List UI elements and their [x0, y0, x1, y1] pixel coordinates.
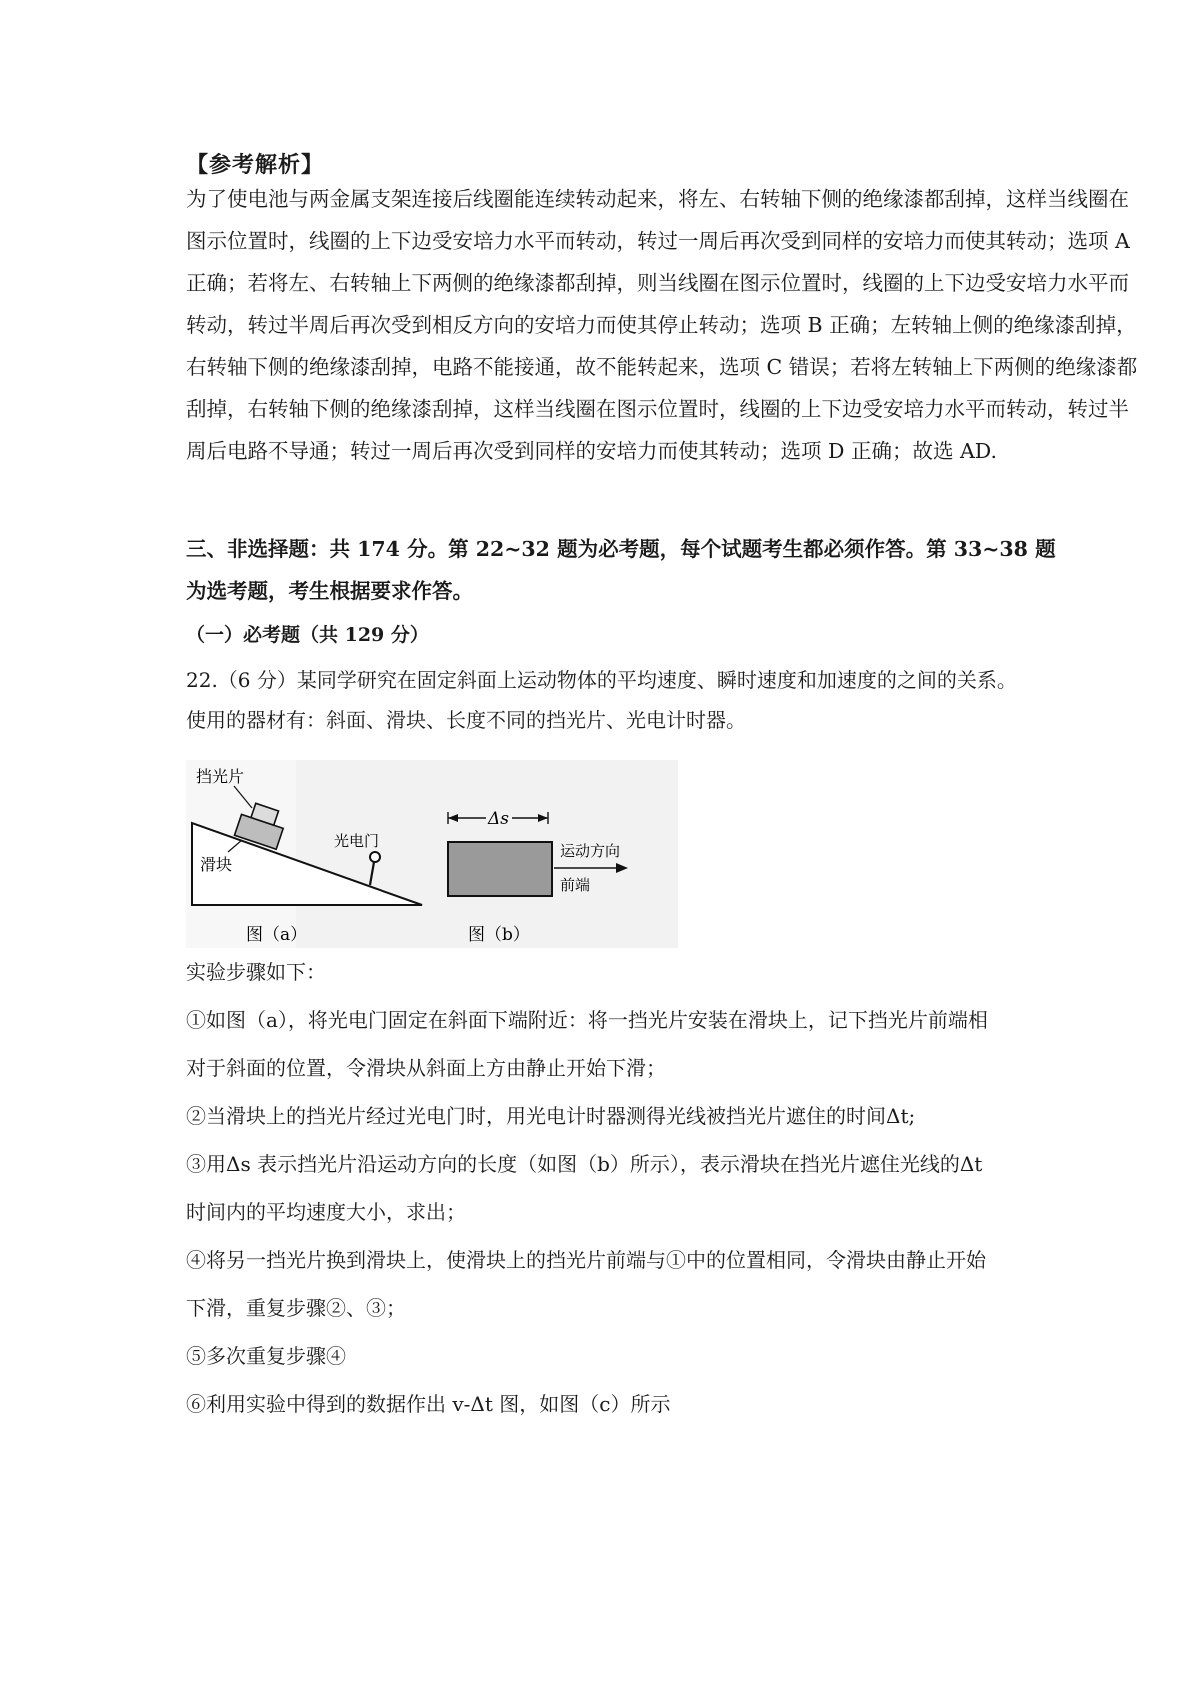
analysis-heading: 【参考解析】	[186, 152, 325, 178]
caption-a: 图（a）	[246, 925, 308, 945]
experiment-steps	[186, 948, 1154, 1428]
analysis-line: 转动，转过半周后再次受到相反方向的安培力而使其停止转动；选项 B 正确；左转轴上侧的绝缘漆刮掉，	[186, 313, 1137, 337]
step-line: ④将另一挡光片换到滑块上，使滑块上的挡光片前端与①中的位置相同，令滑块由静止开始	[186, 1248, 986, 1272]
label-shutter: 挡光片	[196, 767, 245, 786]
step-line: ⑥利用实验中得到的数据作出 v-Δt 图，如图（c）所示	[186, 1392, 671, 1416]
question-22-line: 使用的器材有：斜面、滑块、长度不同的挡光片、光电计时器。	[186, 708, 746, 732]
analysis-line: 正确；若将左、右转轴上下两侧的绝缘漆都刮掉，则当线圈在图示位置时，线圈的上下边受安培力水平而	[186, 271, 1129, 295]
step-line: ③用Δs 表示挡光片沿运动方向的长度（如图（b）所示），表示滑块在挡光片遮住光线的Δt	[186, 1152, 983, 1176]
step-line: 实验步骤如下：	[186, 960, 326, 984]
label-direction: 运动方向	[560, 842, 621, 860]
analysis-line: 右转轴下侧的绝缘漆刮掉，电路不能接通，故不能转起来，选项 C 错误；若将左转轴上下两侧的绝缘漆都	[186, 355, 1138, 379]
analysis-line: 图示位置时，线圈的上下边受安培力水平而转动，转过一周后再次受到同样的安培力而使其转动；选项 A	[186, 229, 1130, 253]
step-line: 对于斜面的位置，令滑块从斜面上方由静止开始下滑；	[186, 1056, 666, 1080]
question-22-line: 22.（6 分）某同学研究在固定斜面上运动物体的平均速度、瞬时速度和加速度的之间的关系。	[186, 668, 1017, 692]
label-photogate: 光电门	[334, 832, 380, 850]
step-line: 时间内的平均速度大小，求出；	[186, 1200, 466, 1224]
step-line: ⑤多次重复步骤④	[186, 1344, 346, 1368]
caption-b: 图（b）	[468, 925, 530, 945]
label-ds: Δs	[488, 809, 510, 829]
part3-instructions	[186, 528, 1154, 612]
step-line: 下滑，重复步骤②、③；	[186, 1296, 406, 1320]
question-22	[186, 660, 1154, 740]
analysis-line: 为了使电池与两金属支架连接后线圈能连续转动起来，将左、右转轴下侧的绝缘漆都刮掉，这样当线圈在	[186, 187, 1129, 211]
experiment-figure	[186, 760, 678, 948]
analysis-line: 周后电路不导通；转过一周后再次受到同样的安培力而使其转动；选项 D 正确；故选 AD.	[186, 439, 998, 463]
step-line: ②当滑块上的挡光片经过光电门时，用光电计时器测得光线被挡光片遮住的时间Δt;	[186, 1104, 916, 1128]
analysis-paragraph	[186, 178, 1154, 472]
required-heading: （一）必考题（共 129 分）	[186, 624, 429, 646]
step-line: ①如图（a），将光电门固定在斜面下端附近：将一挡光片安装在滑块上，记下挡光片前端相	[186, 1008, 988, 1032]
part3-line: 三、非选择题：共 174 分。第 22~32 题为必考题，每个试题考生都必须作答。第 33~38 题	[186, 537, 1056, 561]
analysis-line: 刮掉，右转轴下侧的绝缘漆刮掉，这样当线圈在图示位置时，线圈的上下边受安培力水平而转动，转过半	[186, 397, 1129, 421]
label-slider: 滑块	[200, 855, 233, 874]
shutter-plate-b	[448, 842, 552, 896]
photogate-icon	[370, 852, 380, 862]
label-front: 前端	[560, 876, 591, 894]
part3-line: 为选考题，考生根据要求作答。	[186, 579, 473, 603]
